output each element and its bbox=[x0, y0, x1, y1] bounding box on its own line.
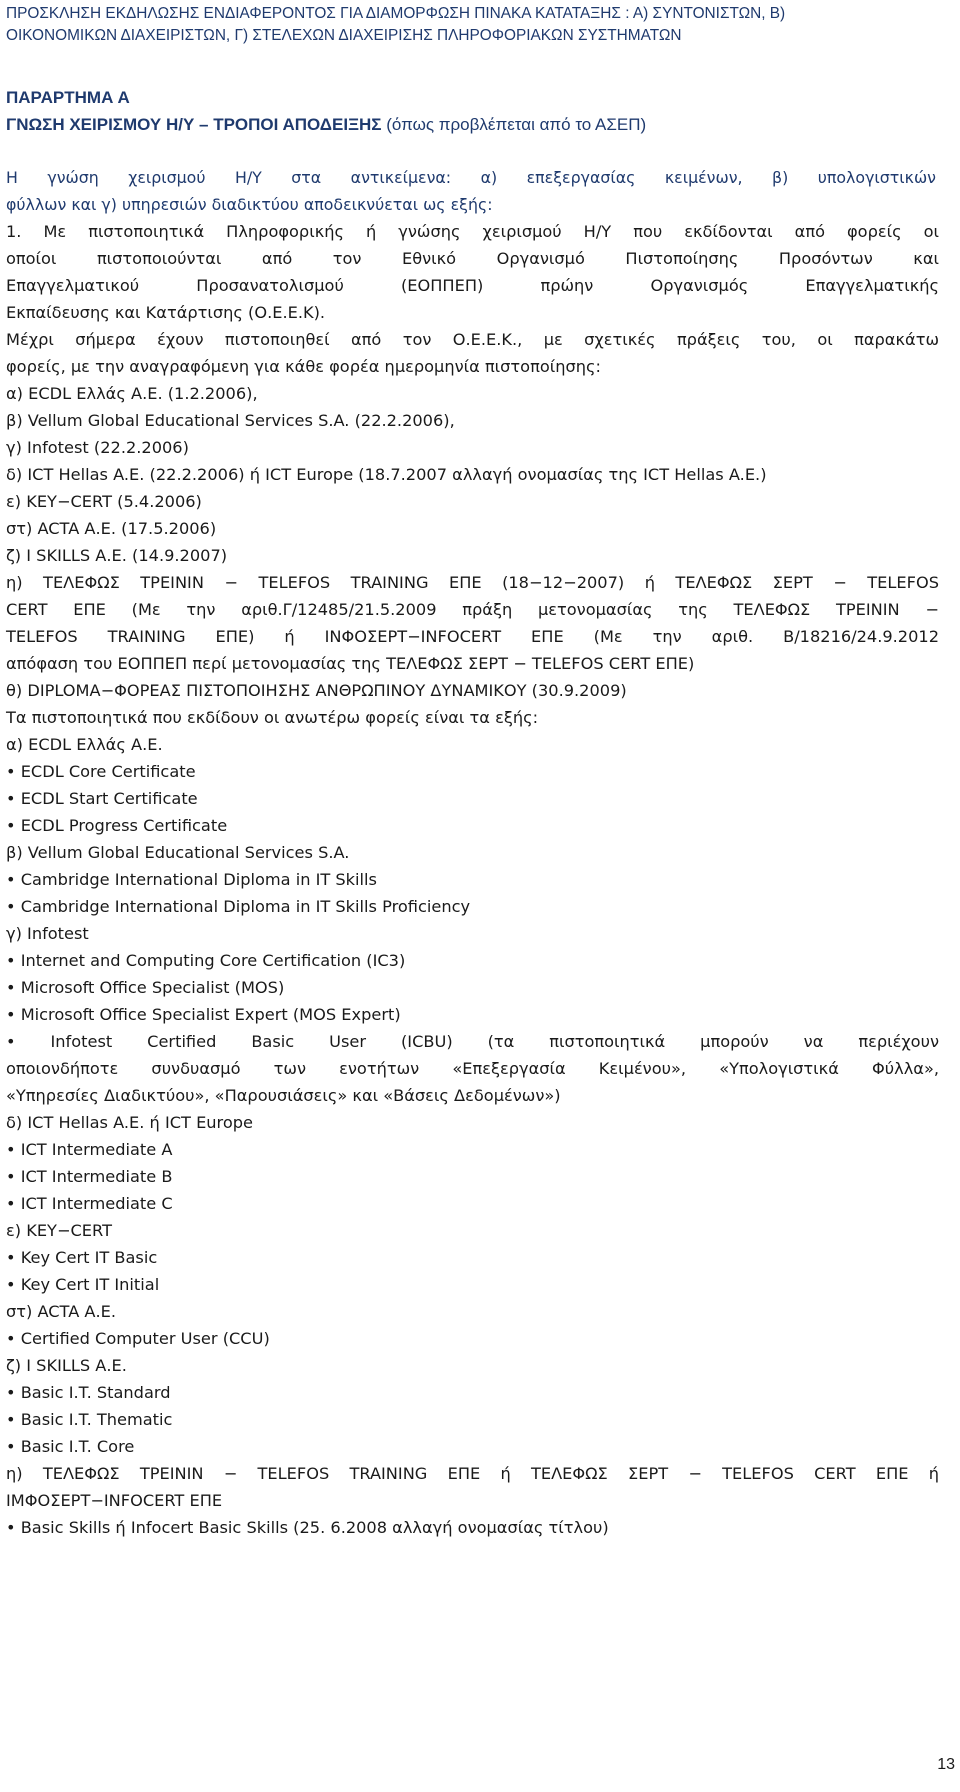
body-line: δ) ICT Hellas A.E. (22.2.2006) ή ICT Europe (18.7.2007 αλλαγή ονομασίας της ICT Hellas A.E.) bbox=[6, 465, 767, 484]
body-line: γ) Infotest (22.2.2006) bbox=[6, 438, 189, 457]
list-item: • Key Cert IT Basic bbox=[6, 1248, 158, 1267]
header-line-2: ΟΙΚΟΝΟΜΙΚΩΝ ΔΙΑΧΕΙΡΙΣΤΩΝ, Γ) ΣΤΕΛΕΧΩΝ ΔΙΑΧΕΙΡΙΣΗΣ ΠΛΗΡΟΦΟΡΙΑΚΩΝ ΣΥΣΤΗΜΑΤΩΝ bbox=[6, 27, 682, 44]
list-item: • Cambridge International Diploma in IT Skills bbox=[6, 870, 377, 889]
body-line: φορείς, με την αναγραφόμενη για κάθε φορέα ημερομηνία πιστοποίησης: bbox=[6, 357, 601, 376]
body-line: οποιονδήποτε συνδυασμό των ενοτήτων «Επεξεργασία Κειμένου», «Υπολογιστικά Φύλλα», bbox=[6, 1059, 939, 1078]
list-item: • ICT Intermediate B bbox=[6, 1167, 173, 1186]
intro-line-1: Η γνώση χειρισμού Η/Υ στα αντικείμενα: α) επεξεργασίας κειμένων, β) υπολογιστικών bbox=[6, 168, 936, 187]
list-item: • ICT Intermediate A bbox=[6, 1140, 173, 1159]
body-line: α) ECDL Ελλάς Α.Ε. (1.2.2006), bbox=[6, 384, 258, 403]
body-line: Μέχρι σήμερα έχουν πιστοποιηθεί από τον Ο.Ε.Ε.Κ., με σχετικές πράξεις του, οι παρακάτω bbox=[6, 330, 939, 349]
list-item: • Basic Skills ή Infocert Basic Skills (25. 6.2008 αλλαγή ονομασίας τίτλου) bbox=[6, 1518, 609, 1537]
body-line: γ) Infotest bbox=[6, 924, 89, 943]
list-item: • Cambridge International Diploma in IT Skills Proficiency bbox=[6, 897, 471, 916]
list-item: • Key Cert IT Initial bbox=[6, 1275, 160, 1294]
annex-subtitle bbox=[6, 111, 956, 138]
page-header bbox=[6, 3, 956, 47]
annex-subtitle-bold: ΓΝΩΣΗ ΧΕΙΡΙΣΜΟΥ Η/Υ – ΤΡΟΠΟΙ ΑΠΟΔΕΙΞΗΣ bbox=[6, 115, 382, 134]
list-item: • ICT Intermediate C bbox=[6, 1194, 173, 1213]
list-item: • Infotest Certified Basic User (ICBU) (τα πιστοποιητικά μπορούν να περιέχουν bbox=[6, 1032, 939, 1051]
list-item: • Basic I.T. Core bbox=[6, 1437, 135, 1456]
list-item: • ECDL Start Certificate bbox=[6, 789, 198, 808]
list-item: • Internet and Computing Core Certification (IC3) bbox=[6, 951, 406, 970]
list-item: • Certified Computer User (CCU) bbox=[6, 1329, 270, 1348]
intro-paragraph bbox=[6, 164, 936, 218]
body-line: δ) ICT Hellas A.E. ή ICT Europe bbox=[6, 1113, 253, 1132]
annex-subtitle-rest: (όπως προβλέπεται από το ΑΣΕΠ) bbox=[381, 115, 647, 134]
annex-heading bbox=[6, 84, 956, 138]
list-item: • Basic I.T. Standard bbox=[6, 1383, 171, 1402]
body-line: Εκπαίδευσης και Κατάρτισης (Ο.Ε.Ε.Κ). bbox=[6, 303, 326, 322]
annex-title: ΠΑΡΑΡΤΗΜΑ Α bbox=[6, 88, 130, 107]
body-line: β) Vellum Global Educational Services S.A. (22.2.2006), bbox=[6, 411, 455, 430]
list-item: • Microsoft Office Specialist Expert (MOS Expert) bbox=[6, 1005, 401, 1024]
list-item: • Basic I.T. Thematic bbox=[6, 1410, 173, 1429]
body-line: α) ECDL Ελλάς Α.Ε. bbox=[6, 735, 163, 754]
body-line: ΙΜΦΟΣΕΡΤ−INFOCERT ΕΠΕ bbox=[6, 1491, 223, 1510]
list-item: • Microsoft Office Specialist (MOS) bbox=[6, 978, 285, 997]
page-number: 13 bbox=[937, 1756, 955, 1773]
list-item: • ECDL Core Certificate bbox=[6, 762, 196, 781]
body-line: TELEFOS TRAINING ΕΠΕ) ή ΙΝΦΟΣΕΡΤ−INFOCERT ΕΠΕ (Με την αριθ. Β/18216/24.9.2012 bbox=[6, 627, 939, 646]
body-text bbox=[6, 218, 939, 1541]
body-line: CERT ΕΠΕ (Με την αριθ.Γ/12485/21.5.2009 πράξη μετονομασίας της ΤΕΛΕΦΩΣ ΤΡΕΙΝΙΝ − bbox=[6, 600, 939, 619]
body-line: στ) ACTA Α.Ε. (17.5.2006) bbox=[6, 519, 217, 538]
body-line: στ) ACTA Α.Ε. bbox=[6, 1302, 116, 1321]
body-line: η) ΤΕΛΕΦΩΣ ΤΡΕΙΝΙΝ − TELEFOS TRAINING ΕΠΕ ή ΤΕΛΕΦΩΣ ΣΕΡΤ − TELEFOS CERT ΕΠΕ ή bbox=[6, 1464, 939, 1483]
body-line: ε) KEY−CERT (5.4.2006) bbox=[6, 492, 202, 511]
body-line: η) ΤΕΛΕΦΩΣ ΤΡΕΙΝΙΝ − TELEFOS TRAINING ΕΠΕ (18−12−2007) ή ΤΕΛΕΦΩΣ ΣΕΡΤ − TELEFOS bbox=[6, 573, 939, 592]
body-line: «Υπηρεσίες Διαδικτύου», «Παρουσιάσεις» και «Βάσεις Δεδομένων») bbox=[6, 1086, 561, 1105]
header-line-1: ΠΡΟΣΚΛΗΣΗ ΕΚΔΗΛΩΣΗΣ ΕΝΔΙΑΦΕΡΟΝΤΟΣ ΓΙΑ ΔΙΑΜΟΡΦΩΣΗ ΠΙΝΑΚΑ ΚΑΤΑΤΑΞΗΣ : Α) ΣΥΝΤΟΝΙΣΤΩΝ, Β) bbox=[6, 5, 786, 22]
body-line: απόφαση του ΕΟΠΠΕΠ περί μετονομασίας της ΤΕΛΕΦΩΣ ΣΕΡΤ − TELEFOS CERT ΕΠΕ) bbox=[6, 654, 695, 673]
body-line: Τα πιστοποιητικά που εκδίδουν οι ανωτέρω φορείς είναι τα εξής: bbox=[6, 708, 539, 727]
body-line: Επαγγελματικού Προσανατολισμού (ΕΟΠΠΕΠ) πρώην Οργανισμός Επαγγελματικής bbox=[6, 276, 939, 295]
list-item: • ECDL Progress Certificate bbox=[6, 816, 228, 835]
body-line: ζ) I SKILLS Α.Ε. (14.9.2007) bbox=[6, 546, 228, 565]
body-line: ε) KEY−CERT bbox=[6, 1221, 112, 1240]
body-line: θ) DIPLOMA−ΦΟΡΕΑΣ ΠΙΣΤΟΠΟΙΗΣΗΣ ΑΝΘΡΩΠΙΝΟΥ ΔΥΝΑΜΙΚΟΥ (30.9.2009) bbox=[6, 681, 627, 700]
body-line: 1. Με πιστοποιητικά Πληροφορικής ή γνώσης χειρισμού Η/Υ που εκδίδονται από φορείς οι bbox=[6, 222, 939, 241]
body-line: β) Vellum Global Educational Services S.A. bbox=[6, 843, 350, 862]
body-line: οποίοι πιστοποιούνται από τον Εθνικό Οργανισμό Πιστοποίησης Προσόντων και bbox=[6, 249, 939, 268]
body-line: ζ) I SKILLS Α.Ε. bbox=[6, 1356, 127, 1375]
intro-line-2: φύλλων και γ) υπηρεσιών διαδικτύου αποδεικνύεται ως εξής: bbox=[6, 195, 493, 214]
